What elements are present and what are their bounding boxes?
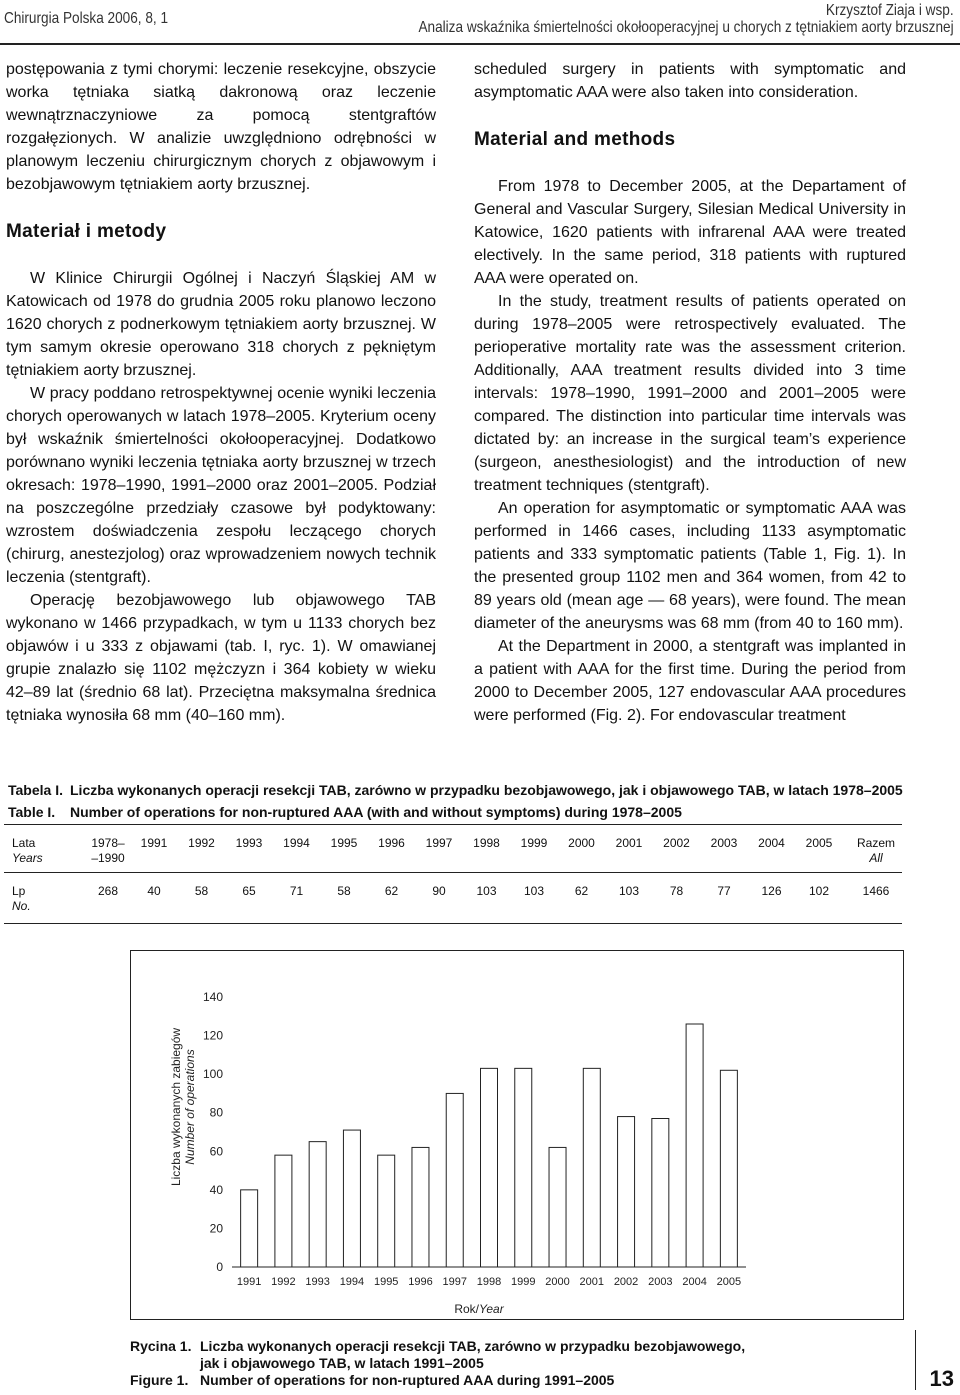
table-caption-en <box>8 801 903 823</box>
x-tick-label: 1994 <box>339 1276 365 1288</box>
figure-caption-en <box>130 1372 745 1389</box>
x-tick-label: 2004 <box>682 1276 707 1288</box>
bar-2001 <box>583 1068 600 1267</box>
table-year-header: 1999 <box>520 836 548 850</box>
table-count-cell: 77 <box>717 884 731 898</box>
pl-paragraph-3: Operację bezobjawowego lub objawowego TAB wykonano w 1466 przypadkach, w tym u 1133 chorych bez objawów i u 333 z objawami (tab. I, ryc. 1). W omawianej grupie znalazło się 1102 mężczyzn i 364 kobiety w wieku 42–89 lat (średnio 68 lat). Przeciętna maksymalna średnica tętniaka wynosiła 68 mm (40–160 mm). <box>6 592 436 724</box>
count-label-en: No. <box>12 899 31 913</box>
table-count-cell: 126 <box>761 884 782 898</box>
en-paragraph-1: From 1978 to December 2005, at the Departament of General and Vascular Surgery, Silesian Medical University in Katowice, 1620 patients with infrarenal AAA were treated electively. In the same period, 318 patients with ruptured AAA were operated on. <box>474 178 906 287</box>
en-paragraph-3: An operation for asymptomatic or symptomatic AAA was performed in 1466 cases, including 1133 asymptomatic patients and 333 symptomatic patients (Table 1, Fig. 1). In the presented group 1102 men and 364 women, from 42 to 89 years old (mean age — 68 years), were found. The mean diameter of the aneurysms was 68 mm (from 40 to 160 mm). <box>474 500 906 632</box>
table-years-label <box>12 836 43 866</box>
years-label-pl: Lata <box>12 836 36 850</box>
pl-paragraph-1: W Klinice Chirurgii Ogólnej i Naczyń Śląskiej AM w Katowicach od 1978 do grudnia 2005 roku planowo leczono 1620 chorych z podnerkowym tętniakiem aorty brzusznej. W tym samym okresie operowano 318 chorych z pękniętym tętniakiem aorty brzusznej. <box>6 270 436 379</box>
x-tick-label: 1992 <box>271 1276 296 1288</box>
bar-1998 <box>481 1068 498 1267</box>
table-count-cell: 268 <box>97 884 119 898</box>
figure-caption-pl-1 <box>130 1338 745 1355</box>
y-tick-label: 120 <box>202 1028 223 1043</box>
y-tick-label: 80 <box>209 1105 223 1120</box>
x-tick-label: 1996 <box>408 1276 433 1288</box>
table-count-cell: 62 <box>384 884 399 898</box>
table-top-rule <box>4 824 902 825</box>
table-year-header: 2005 <box>805 836 833 850</box>
bar-1995 <box>378 1155 395 1267</box>
x-tick-label: 1991 <box>236 1276 262 1288</box>
table-year-header: 2002 <box>663 836 690 850</box>
pl-intro-paragraph: postępowania z tymi chorymi: leczenie resekcyjne, obszycie worka tętniaka siatką dakronową oraz leczenie wewnątrznaczyniowe za pomocą stentgraftów rozgałęzionych. W analizie uwzględniono odrębności w planowym leczeniu chirurgicznym chorych z objawowym i bezobjawowym tętniakiem aorty brzusznej. <box>6 61 436 193</box>
table-period-header <box>86 836 130 866</box>
bar-1994 <box>343 1130 360 1267</box>
operations-table <box>4 824 902 924</box>
en-paragraph-2: In the study, treatment results of patients operated on during 1978–2005 were retrospectively evaluated. The perioperative mortality rate was the assessment criterion. Additionally, AAA treatment results divided into 3 time intervals: 1978–1990, 1991–2000 and 2001–2005 were compared. The distinction into particular time intervals was dictated by: an increase in the surgical team’s experience (surgeon, anesthesiologist) and the introduction of new treatment techniques (stentgraft). <box>474 293 906 494</box>
figure-caption <box>130 1338 745 1389</box>
bar-2000 <box>549 1147 566 1267</box>
y-axis-title-pl: Liczba wykonanych zabiegów <box>169 1027 183 1187</box>
x-tick-label: 1998 <box>476 1276 502 1288</box>
x-tick-label: 2001 <box>579 1276 605 1288</box>
table-total-header <box>852 836 900 866</box>
table-count-cell: 102 <box>808 884 830 898</box>
period-line-2: –1990 <box>91 851 125 865</box>
en-section-heading: Material and methods <box>474 129 676 150</box>
bar-1996 <box>412 1147 429 1267</box>
x-tick-label: 1993 <box>305 1276 330 1288</box>
table-year-header: 1996 <box>378 836 405 850</box>
y-tick-label: 60 <box>209 1144 223 1159</box>
bar-2004 <box>686 1024 703 1267</box>
table-count-cell: 103 <box>618 884 640 898</box>
page-number-rule <box>915 1330 916 1390</box>
table-label-en: Table I. <box>8 804 56 820</box>
y-tick-label: 140 <box>202 990 223 1004</box>
table-year-header: 1991 <box>140 836 168 850</box>
table-mid-rule <box>4 872 902 873</box>
table-year-header: 1993 <box>235 836 263 850</box>
table-count-cell: 62 <box>574 884 589 898</box>
table-caption-pl <box>8 779 903 801</box>
table-caption-en-text: Number of operations for non-ruptured AAA (with and without symptoms) during 1978–2005 <box>70 804 682 820</box>
table-count-cell: 1466 <box>862 884 890 898</box>
table-year-header: 1992 <box>188 836 215 850</box>
table-bottom-rule <box>4 923 902 924</box>
table-year-header: 1994 <box>283 836 310 850</box>
y-tick-label: 20 <box>209 1221 223 1236</box>
bar-chart-svg <box>130 950 904 1320</box>
page-header <box>0 0 960 44</box>
bar-1997 <box>446 1093 463 1267</box>
total-label-pl: Razem <box>856 836 895 850</box>
x-tick-label: 2000 <box>545 1276 570 1288</box>
header-authors: Krzysztof Ziaja i wsp. <box>826 2 954 19</box>
page-number: 13 <box>929 1366 954 1391</box>
table-year-header: 1995 <box>330 836 358 850</box>
x-axis-title-pl: Rok/ <box>454 1302 479 1316</box>
x-tick-label: 2003 <box>648 1276 673 1288</box>
table-year-header: 2000 <box>568 836 595 850</box>
x-axis-title-en: Year <box>479 1302 504 1316</box>
figure-caption-en-text: Number of operations for non-ruptured AAA during 1991–2005 <box>200 1372 615 1388</box>
table-year-header: 1997 <box>425 836 453 850</box>
table-year-header: 2001 <box>615 836 643 850</box>
polish-column <box>6 58 436 727</box>
total-label-en: All <box>869 851 883 865</box>
figure-label-pl: Rycina 1. <box>130 1338 192 1354</box>
header-rule <box>0 43 960 45</box>
table-count-cell: 103 <box>523 884 545 898</box>
x-tick-label: 1995 <box>373 1276 399 1288</box>
bar-2003 <box>652 1119 669 1268</box>
x-tick-label: 2005 <box>716 1276 742 1288</box>
table-count-cell: 90 <box>432 884 446 898</box>
table-count-cell: 78 <box>669 884 684 898</box>
y-tick-label: 40 <box>209 1182 223 1197</box>
x-tick-label: 1997 <box>442 1276 467 1288</box>
table-count-cell: 40 <box>147 884 161 898</box>
table-caption-pl-text: Liczba wykonanych operacji resekcji TAB, zarówno w przypadku bezobjawowego, jak i objawowego TAB, w latach 1978–2005 <box>70 782 903 798</box>
journal-name: Chirurgia Polska 2006, 8, 1 <box>4 10 169 27</box>
figure-1-chart <box>130 950 904 1320</box>
bar-1999 <box>515 1068 532 1267</box>
x-axis-title <box>454 1302 504 1316</box>
pl-section-heading: Materiał i metody <box>6 221 167 242</box>
table-count-cell: 58 <box>194 884 209 898</box>
running-header <box>419 2 954 36</box>
table-year-header: 2003 <box>710 836 738 850</box>
bar-2005 <box>720 1070 737 1267</box>
table-caption <box>8 779 903 823</box>
bar-1993 <box>309 1142 326 1267</box>
table-count-cell: 103 <box>476 884 497 898</box>
years-label-en: Years <box>12 851 43 865</box>
y-axis-title <box>169 1028 197 1186</box>
y-tick-label: 0 <box>216 1260 223 1274</box>
table-count-cell: 71 <box>289 884 304 898</box>
bar-1992 <box>275 1155 292 1267</box>
bar-1991 <box>241 1190 258 1267</box>
figure-caption-pl-text-1: Liczba wykonanych operacji resekcji TAB, zarówno w przypadku bezobjawowego, <box>200 1338 746 1354</box>
figure-label-en: Figure 1. <box>130 1372 189 1388</box>
bar-2002 <box>618 1117 635 1267</box>
y-tick-label: 100 <box>202 1067 223 1082</box>
table-count-label <box>12 884 31 914</box>
en-paragraph-4: At the Department in 2000, a stentgraft was implanted in a patient with AAA for the first time. During the period from 2000 to December 2005, 127 endovascular AAA procedures were performed (Fig. 2). For endovascular treatment <box>474 638 906 724</box>
table-count-cell: 58 <box>337 884 351 898</box>
en-intro-paragraph: scheduled surgery in patients with symptomatic and asymptomatic AAA were also taken into consideration. <box>474 61 906 101</box>
count-label-pl: Lp <box>12 884 26 898</box>
table-year-header: 2004 <box>758 836 785 850</box>
table-year-header: 1998 <box>473 836 500 850</box>
table-label-pl: Tabela I. <box>8 782 63 798</box>
period-line-1: 1978– <box>91 836 125 850</box>
table-count-cell: 65 <box>242 884 256 898</box>
english-column <box>474 58 906 727</box>
x-tick-label: 2002 <box>613 1276 639 1288</box>
pl-paragraph-2: W pracy poddano retrospektywnej ocenie wyniki leczenia chorych operowanych w latach 1978–2005. Kryterium oceny był wskaźnik śmiertelności okołooperacyjnej. Dodatkowo porównano wyniki leczenia tętniaka aorty brzusznej w trzech okresach: 1978–1990, 1991–2000 oraz 2001–2005. Podział na poszczególne przedziały czasowe był podyktowany: wzrostem doświadczenia zespołu leczącego chorych (chirurg, anestezjolog) oraz wprowadzeniem nowych technik leczenia (stentgraft). <box>6 385 436 586</box>
y-axis-title-en: Number of operations <box>183 1049 197 1165</box>
figure-caption-pl-2: jak i objawowego TAB, w latach 1991–2005 <box>200 1355 484 1371</box>
header-running-title: Analiza wskaźnika śmiertelności okołooperacyjnej u chorych z tętniakiem aorty brzusznej <box>418 19 954 36</box>
x-tick-label: 1999 <box>511 1276 536 1288</box>
